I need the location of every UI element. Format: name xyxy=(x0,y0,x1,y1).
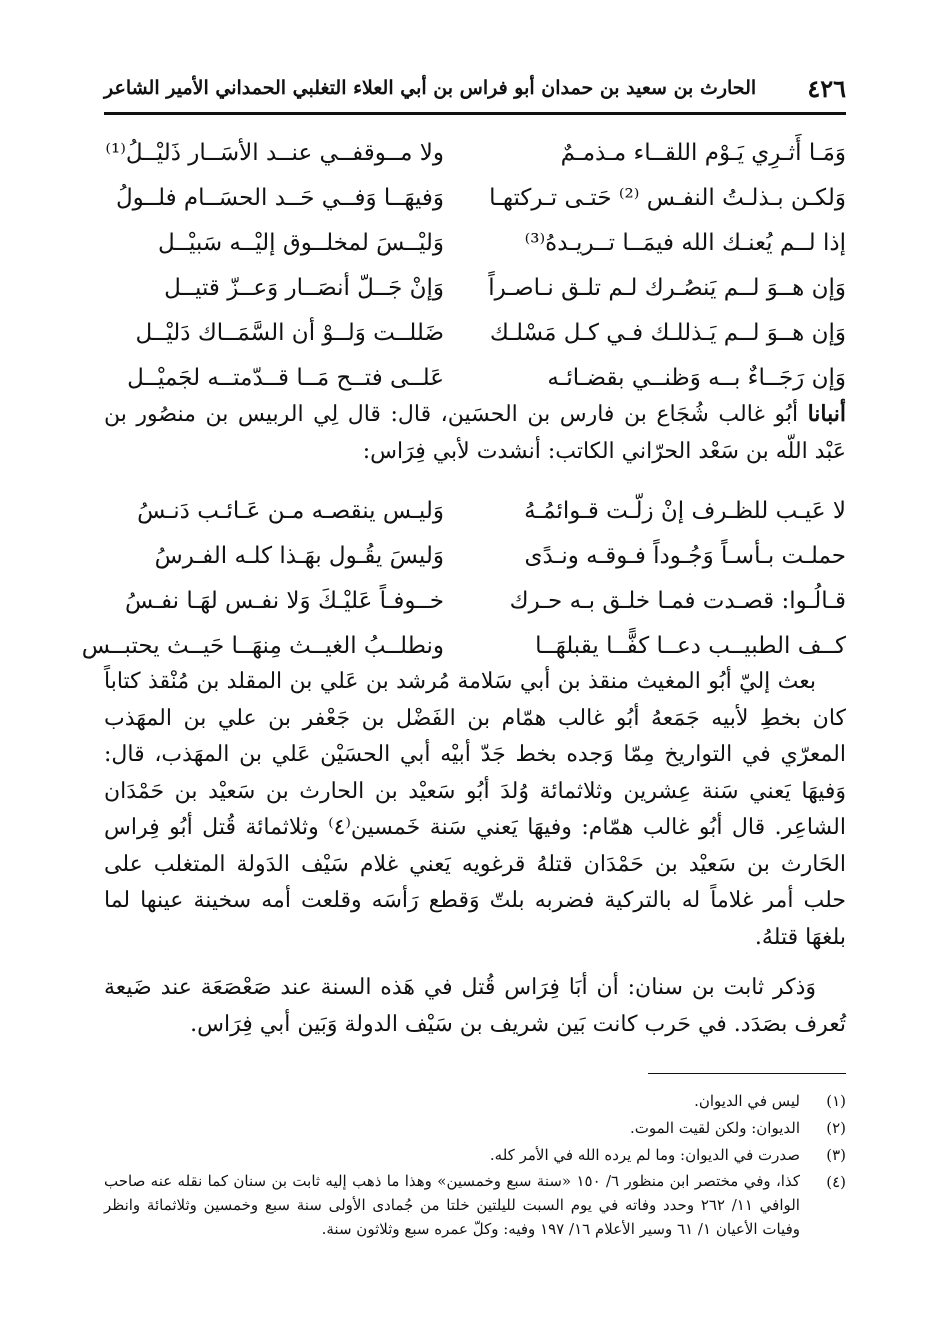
footnotes xyxy=(104,1088,846,1241)
verse-second-hemistich: ضَللــت وَلــوْ أن السَّمَــاك دَليْــل xyxy=(135,319,444,346)
verse xyxy=(104,310,846,355)
page-number: ٤٢٦ xyxy=(807,73,846,103)
verse-first-hemistich: حملـت بـأسـاً وَجُـوداً فـوقـه ونـدًى xyxy=(524,542,846,569)
verse xyxy=(104,578,846,623)
thabit-paragraph: وَذكر ثابت بن سنان: أن أبَا فِرَاس قُتل في هَذه السنة عند صَعْصَعَة عند ضَيعة تُعرف بصَدَد. في حَرب كانت بَين شريف بن سَيْف الدولة وَبَين أبي فِرَاس. xyxy=(104,975,846,1037)
footnote xyxy=(104,1169,846,1241)
verse-second-hemistich: وَليْــسَ لمخلــوق إليْــه سَبيْــل xyxy=(158,229,444,256)
page-header xyxy=(104,66,846,110)
footnote-number: (١) xyxy=(826,1092,846,1110)
verse xyxy=(104,488,846,533)
footnote-text: صدرت في الديوان: وما لم يرده الله في الأمر كله. xyxy=(489,1146,800,1164)
verse-first-hemistich: قـالُـوا: قصـدت فمـا خلـق بـه حـرك xyxy=(509,587,846,614)
verse-first-hemistich: إذا لــم يُعنـك الله فيمَــا تــريـدهُ⁽³⁾ xyxy=(524,229,846,256)
verse-first-hemistich: كــف الطبيــب دعــا كفًّــا يقبلهَــا xyxy=(535,632,846,659)
header-rule xyxy=(104,112,846,115)
isnad-lead-word: أنبانا xyxy=(807,401,846,427)
verse xyxy=(104,220,846,265)
poem-second xyxy=(81,488,846,668)
poem-first xyxy=(104,130,846,400)
isnad-text: أبُو غالب شُجَاع بن فارس بن الحسَين، قال: قال لِي الربيس بن منصُور بن عَبْد اللّه بن سَعْد الحرّاني الكاتب: أنشدت لأبي فِرَاس: xyxy=(104,402,846,464)
verse-second-hemistich: وَإنْ جَــلّ أنصَــار وَعــزّ قتيــل xyxy=(164,274,444,301)
footnote-number: (٢) xyxy=(826,1119,846,1137)
verse-first-hemistich: وَإن هــوَ لــم يَنصُـرك لـم تلـق نـاصـراً xyxy=(488,274,846,301)
verse xyxy=(104,265,846,310)
verse xyxy=(104,533,846,578)
footnote xyxy=(104,1115,846,1142)
footnote-text: الديوان: ولكن لقيت الموت. xyxy=(629,1119,800,1137)
verse xyxy=(104,355,846,400)
footnote-number: (٣) xyxy=(826,1146,846,1164)
verse-first-hemistich: وَلكـن بـذلـتُ النفـس ⁽²⁾ حَتـى تـركتهـا xyxy=(489,184,846,211)
verse-second-hemistich: وَفيهَــا وَفــي حَــد الحسَــام فلــولُ xyxy=(115,184,444,211)
story-paragraph: بعث إليّ أبُو المغيث منقذ بن أبي سَلامة مُرشد بن عَلي بن المقلد بن مُنْقذ كتاباً كان بخطِ لأبيه جَمَعهُ أبُو غالب همّام بن الفَضْل بن جَعْفر بن علي بن المهَذب المعرّي في التواريخ مِمّا وَجده بخط جَدّ أبيْه أبي الحسَيْن عَلي بن المهَذب، قال: وَفيهَا يَعني سَنة عِشرين وثلاثمائة وُلدَ أبُو سَعيْد بن الحارث بن سَعيْد بن حَمْدَان الشاعِر. قال أبُو غالب همّام: وفيهَا يَعني سَنة خَمسين⁽٤⁾ وثلاثمائة قُتل أبُو فِراس الحَارث بن سَعيْد بن حَمْدَان قتلهُ قرغويه يَعني غلام سَيْف الدَولة المتغلب على حلب أمر غلاماً له بالتركية فضربه بلتّ وَقطع رَأسَه وقلعت أمه سخينة عينها لما بلغهَا قتلهُ. xyxy=(104,669,846,950)
verse-first-hemistich: وَمَـا أَثـرِي يَـوْم اللقــاء مـذمـمٌ xyxy=(560,139,846,166)
verse-second-hemistich: عَلــى فتــح مَــا قــدّمتــه لجَميْــل xyxy=(127,364,444,391)
verse-second-hemistich: خــوفـاً عَليْـكَ وَلا نفـس لهَـا نفـسُ xyxy=(124,587,444,614)
footnote-text: ليس في الديوان. xyxy=(694,1092,800,1110)
verse-second-hemistich: ولا مــوقفــي عنــد الأسَــار ذَليْــلُ⁽¹⁾ xyxy=(105,139,444,166)
verse-second-hemistich: ونطلــبُ الغيــث مِنهَــا حَيــث يحتبــس xyxy=(81,632,444,659)
running-title: الحارث بن سعيد بن حمدان أبو فراس بن أبي العلاء التغلبي الحمداني الأمير الشاعر xyxy=(104,77,757,99)
isnad-paragraph xyxy=(104,396,846,470)
footnote-separator xyxy=(648,1073,846,1074)
footnote-text: كذا، وفي مختصر ابن منظور ٦/ ١٥٠ «سنة سبع وخمسين» وهذا ما ذهب إليه ثابت بن سنان كما نقله عنه صاحب الوافي ١١/ ٢٦٢ وحدد وفاته في يوم السبت لليلتين خلتا من جُمادى الأولى سنة سبع وخمسين وثلاثمائة وانظر وفيات الأعيان ١/ ٦١ وسير الأعلام ١٦/ ١٩٧ وفيه: وكلّ عمره سبع وثلاثون سنة. xyxy=(104,1172,800,1238)
verse xyxy=(104,130,846,175)
verse xyxy=(81,623,846,668)
verse-second-hemistich: وَليسَ يقُـول بهَـذا كلـه الفـرسُ xyxy=(154,542,444,569)
verse-first-hemistich: وَإن هــوَ لــم يَـذللـك فـي كـل مَسْلـك xyxy=(489,319,846,346)
verse xyxy=(104,175,846,220)
verse-first-hemistich: وَإن رَجَــاءٌ بــه وَظنــي بقضـائـه xyxy=(547,364,846,391)
verse-second-hemistich: وَليـس ينقصـه مـن عَـائـب دَنـسُ xyxy=(137,497,444,524)
footnote-number: (٤) xyxy=(826,1173,846,1191)
footnote xyxy=(104,1088,846,1115)
verse-first-hemistich: لا عَيـب للظـرف إنْ زلّـت قـوائمُـهُ xyxy=(524,497,846,524)
footnote xyxy=(104,1142,846,1169)
